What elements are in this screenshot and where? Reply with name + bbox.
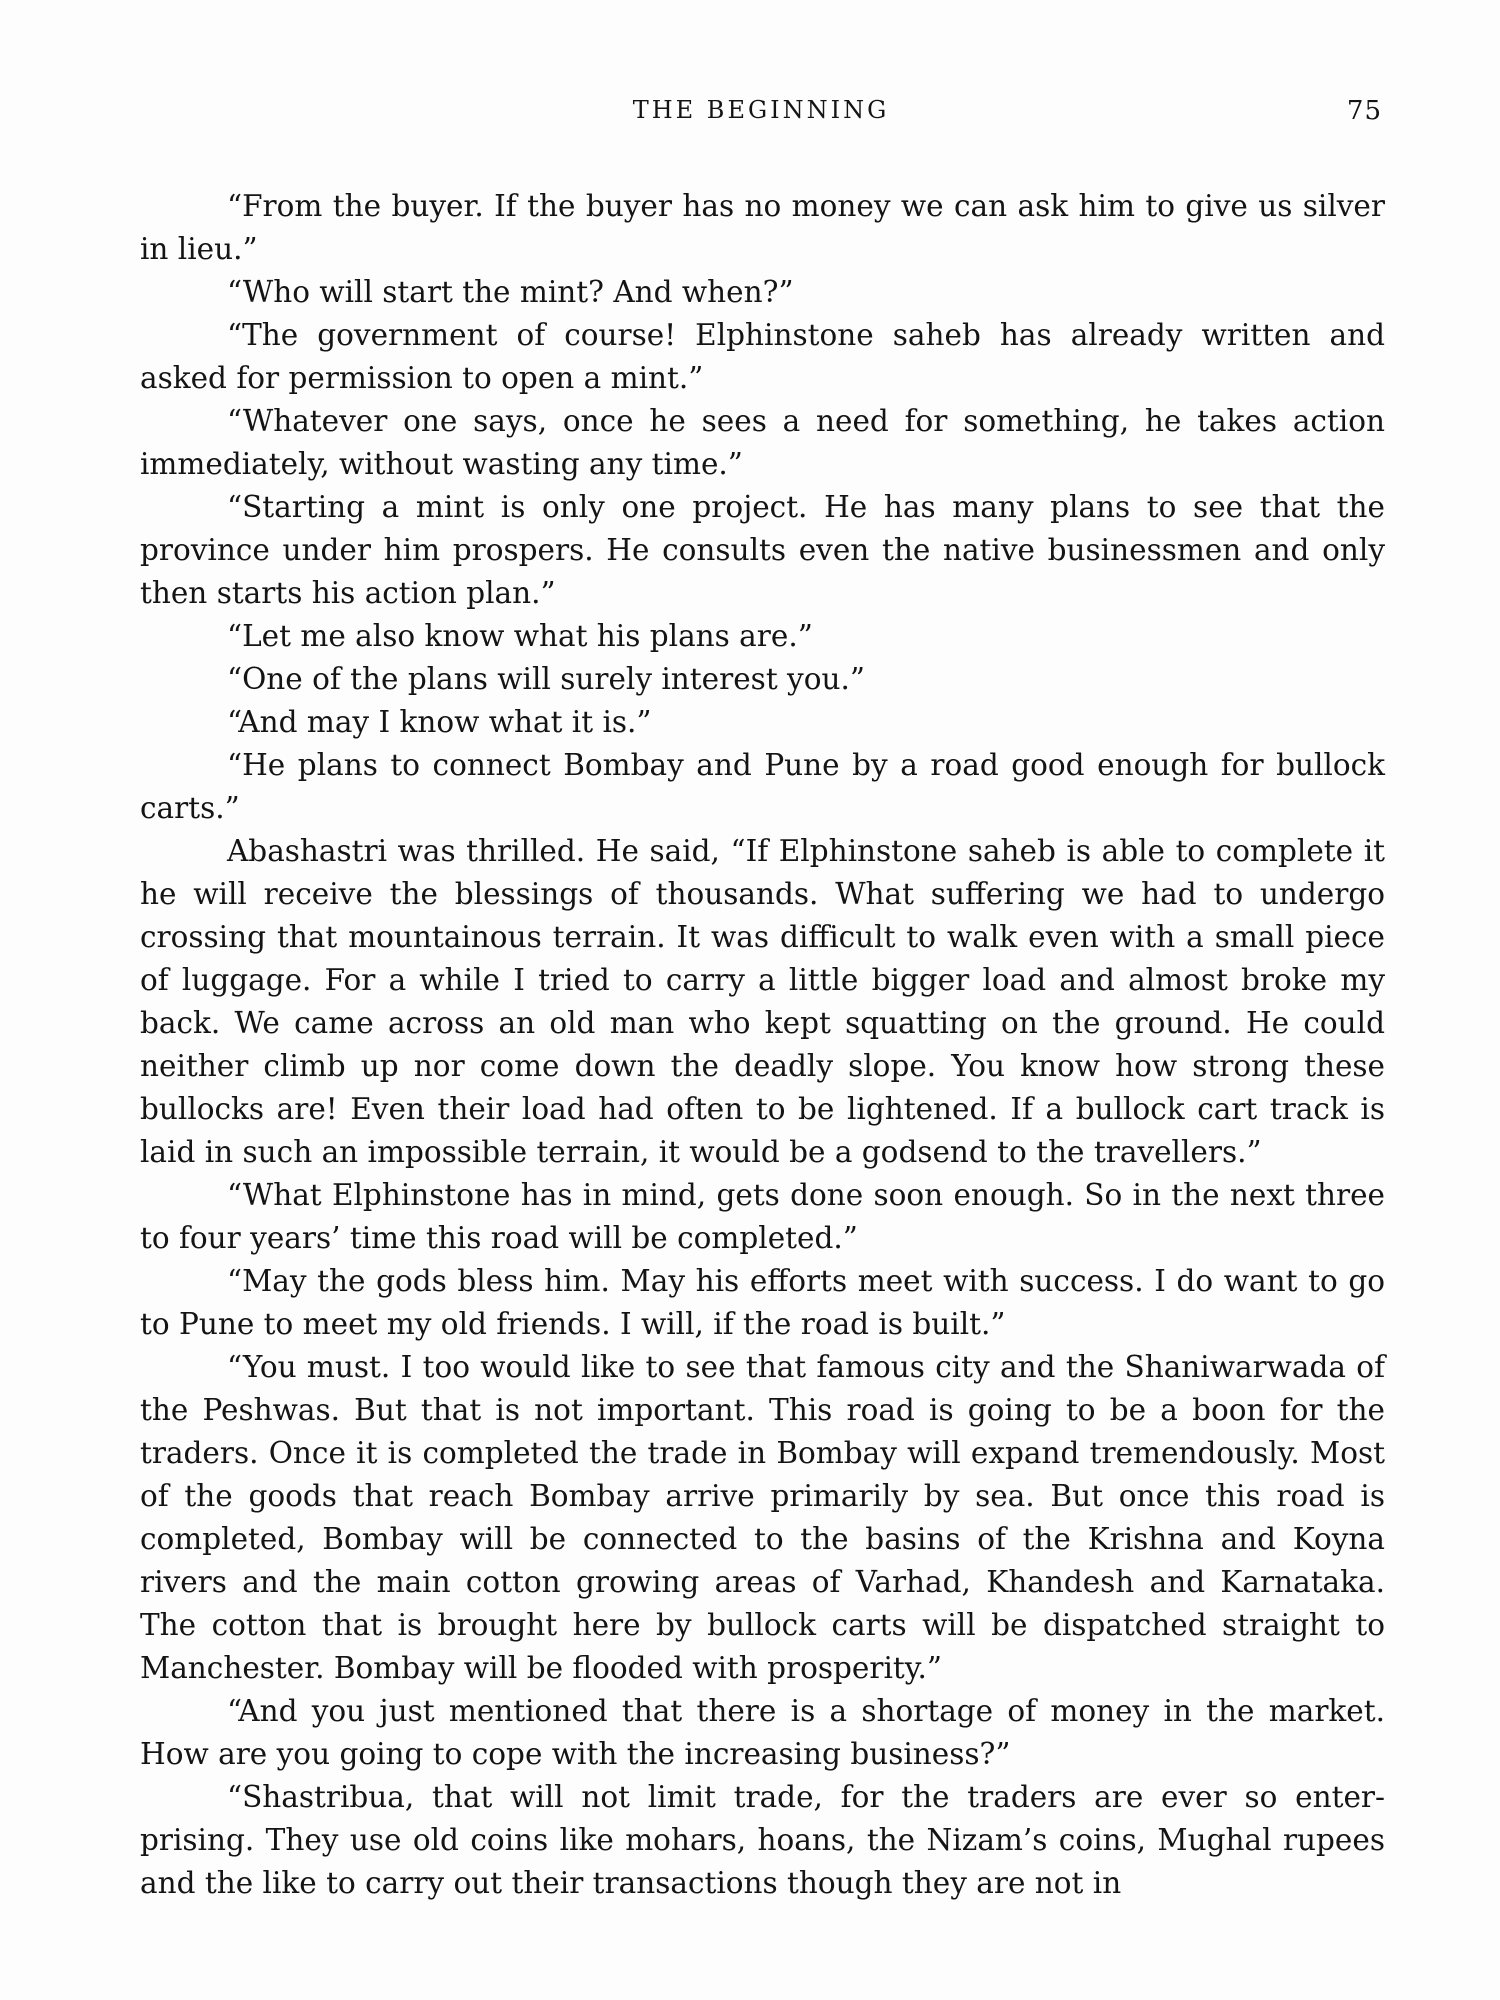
paragraph: “Starting a mint is only one project. He has many plans to see that the province under him prospers. He consults even the native businessmen and only then starts his action plan.”	[140, 490, 1385, 610]
running-title: THE BEGINNING	[632, 96, 890, 124]
paragraph: “Whatever one says, once he sees a need for something, he takes action immediately, without wasting any time.”	[140, 404, 1385, 481]
paragraph: “What Elphinstone has in mind, gets done soon enough. So in the next three to four years’ time this road will be completed.”	[140, 1178, 1385, 1255]
paragraph: “You must. I too would like to see that famous city and the Shaniwarwada of the Peshwas. But that is not important. This road is going to be a boon for the traders. Once it is completed the trade in Bombay will expand tremendously. Most of the goods that reach Bombay arrive primarily by sea. But once this road is completed, Bombay will be connected to the basins of the Krishna and Koyna rivers and the main cotton growing areas of Varhad, Khandesh and Karnataka. The cotton that is brought here by bullock carts will be dispatched straight to Manchester. Bombay will be flooded with prosperity.”	[140, 1350, 1385, 1685]
running-head	[140, 96, 1382, 136]
paragraph: “Who will start the mint? And when?”	[227, 275, 794, 309]
body-text	[140, 185, 1385, 1905]
paragraph: “And may I know what it is.”	[227, 705, 652, 739]
paragraph: “He plans to connect Bombay and Pune by a road good enough for bullock carts.”	[140, 748, 1385, 825]
paragraph: Abashastri was thrilled. He said, “If Elphinstone saheb is able to complete it he will receive the blessings of thousands. What suffering we had to undergo crossing that mountainous terrain. It was difficult to walk even with a small piece of luggage. For a while I tried to carry a little bigger load and almost broke my back. We came across an old man who kept squatting on the ground. He could neither climb up nor come down the deadly slope. You know how strong these bullocks are! Even their load had often to be lightened. If a bullock cart track is laid in such an impossible terrain, it would be a godsend to the travellers.”	[140, 834, 1385, 1169]
page-number: 75	[1346, 96, 1382, 126]
paragraph: “From the buyer. If the buyer has no money we can ask him to give us silver in lieu.”	[140, 189, 1385, 266]
paragraph: “And you just mentioned that there is a shortage of money in the market. How are you going to cope with the increasing business?”	[140, 1694, 1385, 1771]
paragraph: “Let me also know what his plans are.”	[227, 619, 813, 653]
paragraph: “May the gods bless him. May his efforts meet with success. I do want to go to Pune to meet my old friends. I will, if the road is built.”	[140, 1264, 1385, 1341]
paragraph: “Shastribua, that will not limit trade, for the traders are ever so enterprising. They use old coins like mohars, hoans, the Nizam’s coins, Mughal rupees and the like to carry out their transactions though they are not in	[140, 1780, 1385, 1900]
paragraph: “One of the plans will surely interest you.”	[227, 662, 865, 696]
paragraph: “The government of course! Elphinstone saheb has already written and asked for permission to open a mint.”	[140, 318, 1385, 395]
